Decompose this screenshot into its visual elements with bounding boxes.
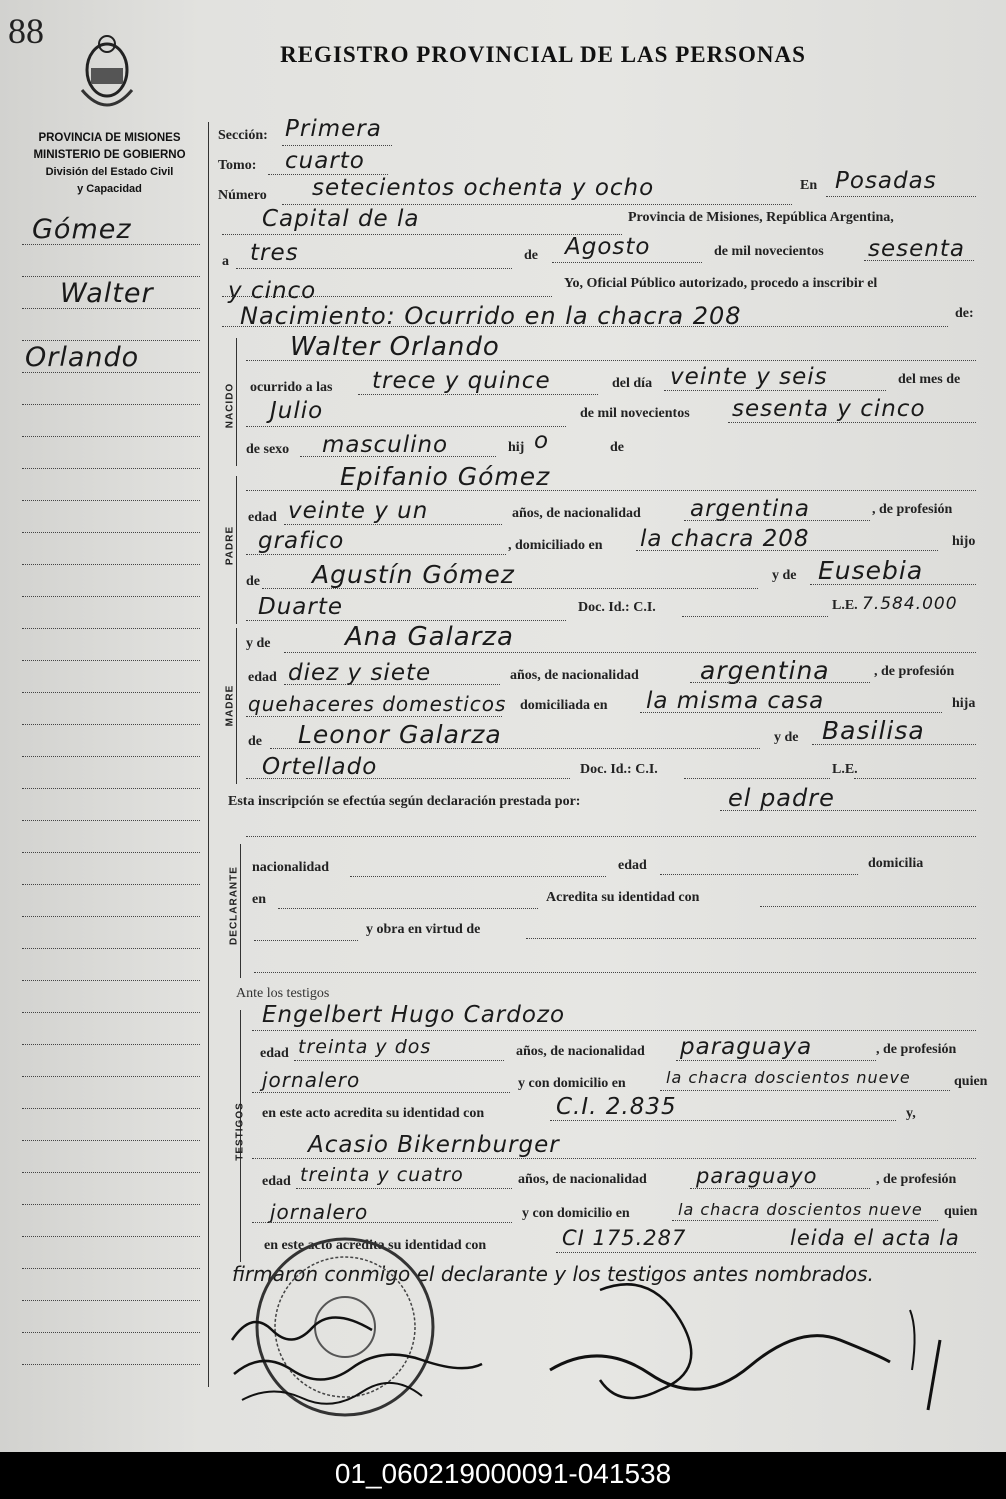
label-t1-acredita: en este acto acredita su identidad con xyxy=(262,1106,485,1121)
label-declarante-acredita: Acredita su identidad con xyxy=(546,890,700,905)
section-nacido-bracket xyxy=(236,338,237,466)
label-declarante-nacionalidad: nacionalidad xyxy=(252,860,330,875)
label-sexo: de sexo xyxy=(246,442,290,457)
label-del-dia: del día xyxy=(612,376,653,391)
label-declarante-domicilia: domicilia xyxy=(868,856,924,871)
label-de-colon: de: xyxy=(955,306,974,321)
margin-rule xyxy=(22,692,200,693)
value-t1-doc: C.I. 2.835 xyxy=(556,1094,677,1120)
label-del-mes: del mes de xyxy=(898,372,961,387)
margin-rule xyxy=(22,660,200,661)
label-padre-y-de: y de xyxy=(772,568,797,583)
margin-second-name: Orlando xyxy=(25,342,140,373)
label-declarante-en: en xyxy=(252,892,266,907)
label-mil-novecientos: de mil novecientos xyxy=(714,244,824,259)
label-seccion: Sección: xyxy=(218,128,268,143)
label-t2-nacionalidad: años, de nacionalidad xyxy=(518,1172,647,1187)
value-madre-domicilio: la misma casa xyxy=(646,688,825,714)
value-anio-inscripcion-cont: y cinco xyxy=(228,278,317,304)
margin-rule xyxy=(22,852,200,853)
value-madre-nombre: Ana Galarza xyxy=(345,622,514,652)
label-padre-profesion: , de profesión xyxy=(872,502,953,517)
label-madre-domicilio: domiciliada en xyxy=(520,698,608,713)
margin-rule xyxy=(22,1012,200,1013)
margin-rule xyxy=(22,916,200,917)
label-padre-hijo: hijo xyxy=(952,534,976,549)
value-madre-profesion: quehaceres domesticos xyxy=(248,692,507,716)
section-declarante-label: DECLARANTE xyxy=(228,866,240,945)
value-t1-edad: treinta y dos xyxy=(298,1036,432,1058)
label-inscripcion: Esta inscripción se efectúa según declaración prestada por: xyxy=(228,794,581,809)
margin-rule xyxy=(22,564,200,565)
value-anio: sesenta y cinco xyxy=(732,396,926,422)
label-t2-domicilio: y con domicilio en xyxy=(522,1206,630,1221)
label-de-mil-novecientos: de mil novecientos xyxy=(580,406,690,421)
label-madre-y-de-2: y de xyxy=(774,730,799,745)
office-line: División del Estado Civil xyxy=(45,166,174,178)
value-nombre: Walter Orlando xyxy=(290,332,500,362)
margin-rule xyxy=(22,820,200,821)
value-t1-domicilio: la chacra doscientos nueve xyxy=(666,1068,911,1087)
label-padre-domicilio: , domiciliado en xyxy=(508,538,603,553)
section-padre-bracket xyxy=(236,476,237,624)
page-number: 88 xyxy=(8,11,44,51)
value-madre-edad: diez y siete xyxy=(288,660,432,686)
section-declarante-bracket xyxy=(240,844,241,978)
label-hijo: hij xyxy=(508,440,525,455)
label-t1-profesion: , de profesión xyxy=(876,1042,957,1057)
label-de: de xyxy=(524,248,538,263)
margin-rule xyxy=(22,980,200,981)
section-nacido-label: NACIDO xyxy=(224,382,236,429)
value-hora: trece y quince xyxy=(372,368,551,394)
label-madre-y-de: y de xyxy=(246,636,271,651)
office-line: y Capacidad xyxy=(77,183,142,195)
value-padre-domicilio: la chacra 208 xyxy=(640,526,810,552)
value-acto: Nacimiento: Ocurrido en la chacra 208 xyxy=(240,302,742,330)
value-abuelo-materno: Leonor Galarza xyxy=(298,720,502,749)
value-en-lugar: Posadas xyxy=(835,168,937,194)
margin-rule xyxy=(22,1268,200,1269)
margin-surname: Gómez xyxy=(32,214,132,245)
margin-rule xyxy=(22,1172,200,1173)
margin-rule xyxy=(22,628,200,629)
margin-rule xyxy=(22,1364,200,1365)
label-padre-doc: Doc. Id.: C.I. xyxy=(578,600,656,615)
label-madre-de: de xyxy=(248,734,262,749)
margin-rule xyxy=(22,1044,200,1045)
margin-first-name: Walter xyxy=(60,278,154,309)
label-t1-y: y, xyxy=(906,1106,916,1121)
value-padre-nacionalidad: argentina xyxy=(690,496,810,522)
value-abuela-paterna-cont: Duarte xyxy=(258,594,344,620)
margin-rule xyxy=(22,1332,200,1333)
official-signature-icon xyxy=(540,1270,980,1420)
document-title: REGISTRO PROVINCIAL DE LAS PERSONAS xyxy=(280,42,806,67)
value-anio-inscripcion: sesenta xyxy=(868,236,965,262)
label-t1-domicilio: y con domicilio en xyxy=(518,1076,626,1091)
label-padre-le: L.E. xyxy=(832,598,858,613)
margin-rule xyxy=(22,1204,200,1205)
value-dia: veinte y seis xyxy=(670,364,828,390)
office-line: PROVINCIA DE MISIONES xyxy=(38,132,181,144)
value-hijo-sufijo: o xyxy=(534,428,550,454)
section-madre-bracket xyxy=(236,628,237,784)
margin-rule xyxy=(22,340,200,341)
margin-rule xyxy=(22,1236,200,1237)
label-en: En xyxy=(800,178,818,193)
margin-rule xyxy=(22,884,200,885)
value-padre-le: 7.584.000 xyxy=(862,594,958,614)
value-seccion: Primera xyxy=(285,116,382,142)
value-sexo: masculino xyxy=(322,432,449,458)
value-dia-inscripcion: tres xyxy=(250,240,299,266)
section-testigos-label: TESTIGOS xyxy=(234,1102,246,1161)
witness-signatures-icon xyxy=(222,1300,502,1410)
value-abuela-materna-cont: Ortellado xyxy=(262,754,378,780)
value-t2-doc: CI 175.287 xyxy=(562,1226,687,1250)
value-abuela-paterna: Eusebia xyxy=(818,556,924,585)
label-t1-quien: quien xyxy=(954,1074,988,1089)
value-capital: Capital de la xyxy=(262,206,420,232)
label-madre-edad: edad xyxy=(248,670,277,685)
label-declarante-edad: edad xyxy=(618,858,647,873)
value-t2-nacionalidad: paraguayo xyxy=(696,1164,818,1188)
value-padre-profesion: grafico xyxy=(258,528,345,554)
value-t1-nacionalidad: paraguaya xyxy=(680,1034,813,1060)
value-t2-domicilio: la chacra doscientos nueve xyxy=(678,1200,923,1219)
label-t2-edad: edad xyxy=(262,1174,291,1189)
value-tomo: cuarto xyxy=(285,148,365,174)
margin-rule xyxy=(22,1300,200,1301)
margin-rule xyxy=(22,756,200,757)
margin-rule xyxy=(22,404,200,405)
margin-rule xyxy=(22,436,200,437)
label-yo-oficial: Yo, Oficial Público autorizado, procedo a inscribir el xyxy=(564,276,878,291)
value-cierre-1: leida el acta la xyxy=(790,1226,960,1250)
margin-rule xyxy=(22,532,200,533)
value-mes-inscripcion: Agosto xyxy=(565,234,651,260)
value-abuela-materna: Basilisa xyxy=(822,716,925,745)
label-t1-edad: edad xyxy=(260,1046,289,1061)
value-declarante: el padre xyxy=(728,784,835,812)
value-testigo1-nombre: Engelbert Hugo Cardozo xyxy=(262,1002,566,1028)
section-madre-label: MADRE xyxy=(224,684,236,727)
margin-rule xyxy=(22,500,200,501)
label-t2-acredita: en este acto acredita su identidad con xyxy=(264,1238,487,1253)
value-madre-nacionalidad: argentina xyxy=(700,656,830,685)
label-madre-nacionalidad: años, de nacionalidad xyxy=(510,668,639,683)
margin-rule xyxy=(22,1140,200,1141)
label-padre-nacionalidad: años, de nacionalidad xyxy=(512,506,641,521)
value-numero: setecientos ochenta y ocho xyxy=(312,175,655,201)
office-line: MINISTERIO DE GOBIERNO xyxy=(33,149,186,161)
document-id-footer: 01_060219000091-041538 xyxy=(0,1452,1006,1499)
label-madre-profesion: , de profesión xyxy=(874,664,955,679)
section-padre-label: PADRE xyxy=(224,525,236,566)
label-a: a xyxy=(222,254,229,269)
label-ocurrido: ocurrido a las xyxy=(250,380,333,395)
value-abuelo-paterno: Agustín Gómez xyxy=(312,560,515,589)
value-mes: Julio xyxy=(270,398,324,424)
label-declarante-obra: y obra en virtud de xyxy=(366,922,481,937)
value-t2-edad: treinta y cuatro xyxy=(300,1164,464,1186)
office-block xyxy=(22,130,197,198)
label-t1-nacionalidad: años, de nacionalidad xyxy=(516,1044,645,1059)
label-t2-profesion: , de profesión xyxy=(876,1172,957,1187)
value-padre-edad: veinte y un xyxy=(288,498,429,524)
label-de-padres: de xyxy=(610,440,624,455)
value-t1-profesion: jornalero xyxy=(262,1068,361,1092)
margin-rule xyxy=(22,276,200,277)
label-padre-edad: edad xyxy=(248,510,277,525)
margin-rule xyxy=(22,1076,200,1077)
value-t2-profesion: jornalero xyxy=(270,1200,369,1224)
label-ante-testigos: Ante los testigos xyxy=(236,986,330,1001)
margin-rule xyxy=(22,788,200,789)
label-madre-le: L.E. xyxy=(832,762,858,777)
margin-divider xyxy=(208,122,209,1387)
label-madre-doc: Doc. Id.: C.I. xyxy=(580,762,658,777)
label-provincia: Provincia de Misiones, República Argentina, xyxy=(628,210,894,225)
value-cierre-2: firmaron conmigo el declarante y los testigos antes nombrados. xyxy=(232,1262,874,1286)
label-numero: Número xyxy=(218,188,267,203)
margin-rule xyxy=(22,596,200,597)
label-t2-quien: quien xyxy=(944,1204,978,1219)
value-padre-nombre: Epifanio Gómez xyxy=(340,462,551,491)
margin-rule xyxy=(22,1108,200,1109)
margin-rule xyxy=(22,724,200,725)
label-madre-hija: hija xyxy=(952,696,976,711)
margin-rule xyxy=(22,468,200,469)
value-testigo2-nombre: Acasio Bikernburger xyxy=(308,1132,560,1158)
margin-rule xyxy=(22,948,200,949)
label-padre-de: de xyxy=(246,574,260,589)
label-tomo: Tomo: xyxy=(218,158,257,173)
